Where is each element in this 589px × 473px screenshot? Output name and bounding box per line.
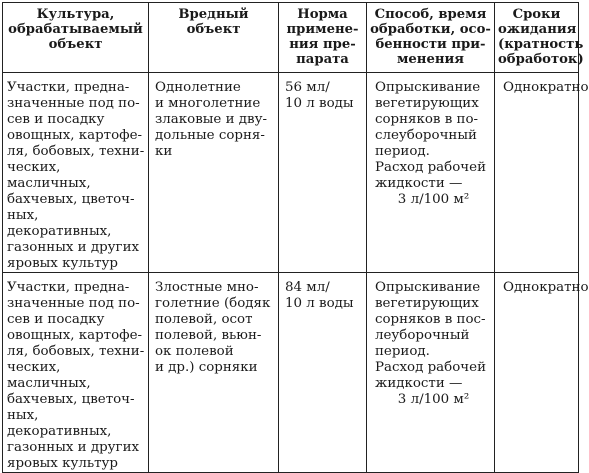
- table-header-row: [3, 3, 579, 73]
- cell-pest: Злостные мно- голетние (бодяк полевой, осот полевой, вьюн- ок полевой и др.) сорняки: [149, 273, 279, 473]
- cell-culture: Участки, предна- значенные под по- сев и посадку овощных, картофе- ля, бобовых, техни- ческих, масличных, бахчевых, цветоч- ных, декоративных, газонных и других яровых культур: [3, 73, 149, 273]
- pesticide-table: [2, 2, 589, 473]
- cell-rate: 84 мл/ 10 л воды: [279, 273, 367, 473]
- cell-pest: Однолетние и многолетние злаковые и дву- дольные сорня- ки: [149, 73, 279, 273]
- cell-method: Опрыскивание вегетирующих сорняков в пос- леуборочный период. Расход рабочей жидкости — 3 л/100 м²: [367, 273, 495, 473]
- header-wait: Сроки ожидания (кратность обработок): [495, 3, 579, 73]
- table-row: [3, 273, 579, 473]
- method-rate-value: 3 л/100 м²: [397, 192, 470, 207]
- cell-rate: 56 мл/ 10 л воды: [279, 73, 367, 273]
- cell-wait: Однократно: [495, 73, 579, 273]
- cell-wait: Однократно: [495, 273, 579, 473]
- cell-culture: Участки, предна- значенные под по- сев и посадку овощных, картофе- ля, бобовых, техни- ческих, масличных, бахчевых, цветоч- ных, декоративных, газонных и других яровых культур: [3, 273, 149, 473]
- header-rate: Норма примене- ния пре- парата: [279, 3, 367, 73]
- table-row: [3, 73, 579, 273]
- header-method: Способ, время обработки, осо- бенности при- менения: [367, 3, 495, 73]
- method-rate-value: 3 л/100 м²: [397, 392, 470, 407]
- header-culture: Культура, обрабатываемый объект: [3, 3, 149, 73]
- header-pest: Вредный объект: [149, 3, 279, 73]
- cell-method: Опрыскивание вегетирующих сорняков в по- слеуборочный период. Расход рабочей жидкости — 3 л/100 м²: [367, 73, 495, 273]
